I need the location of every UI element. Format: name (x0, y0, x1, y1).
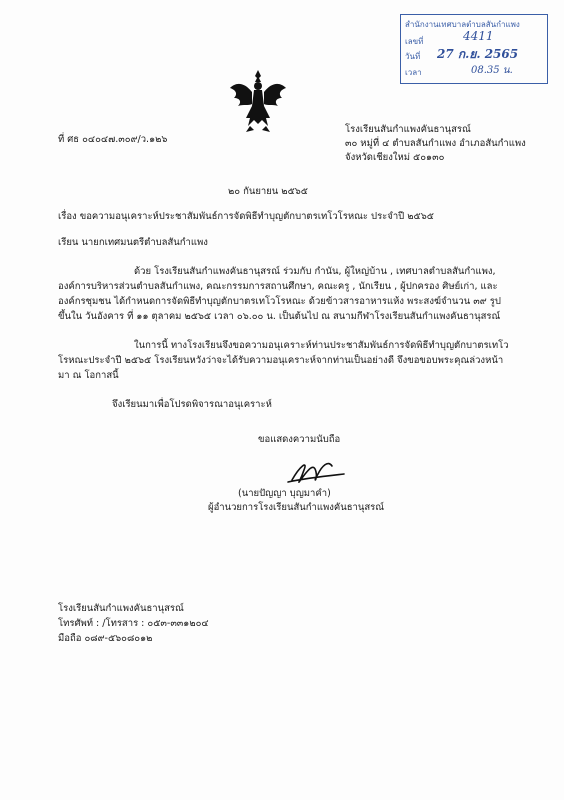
stamp-number: 4411 (463, 29, 494, 43)
receipt-stamp (400, 14, 548, 84)
paragraph-1-line: ด้วย โรงเรียนสันกำแพงคันธานุสรณ์ ร่วมกับ กำนัน, ผู้ใหญ่บ้าน , เทศบาลตำบลสันกำแพง, (134, 266, 496, 277)
paragraph-2-line: ในการนี้ ทางโรงเรียนจึงขอความอนุเคราะห์ท่านประชาสัมพันธ์การจัดพิธีทำบุญตักบาตรเทโว (134, 340, 509, 351)
stamp-time-label: เวลา (405, 68, 422, 77)
paragraph-1-line: องค์การบริหารส่วนตำบลสันกำแพง, คณะกรรมการสถานศึกษา, คณะครู , นักเรียน , ผู้ปกครอง ศิษย์เก่า, และ (58, 281, 498, 292)
paragraph-1-line: องค์กรชุมชน ได้กำหนดการจัดพิธีทำบุญตักบาตรเทโวโรหณะ ด้วยข้าวสารอาหารแห้ง พระสงฆ์จำนวน ๓๙ รูป (58, 296, 501, 307)
address-line-1: ๓๐ หมู่ที่ ๔ ตำบลสันกำแพง อำเภอสันกำแพง (345, 138, 526, 149)
stamp-time: 08.35 น. (471, 65, 513, 76)
paragraph-2-line: โรหณะประจำปี ๒๕๖๕ โรงเรียนหวังว่าจะได้รับความอนุเคราะห์จากท่านเป็นอย่างดี จึงขอขอบพระคุณล่วงหน้า (58, 355, 504, 366)
address-line-2: จังหวัดเชียงใหม่ ๕๐๑๓๐ (345, 152, 445, 163)
request-line: จึงเรียนมาเพื่อโปรดพิจารณาอนุเคราะห์ (112, 399, 272, 410)
signature-icon (278, 452, 348, 492)
letter-date: ๒๐ กันยายน ๒๕๖๕ (228, 186, 308, 197)
stamp-office: สำนักงานเทศบาลตำบลสันกำแพง (405, 20, 520, 29)
stamp-date-label: วันที่ (405, 52, 421, 61)
school-name: โรงเรียนสันกำแพงคันธานุสรณ์ (345, 124, 471, 135)
paragraph-1-line: ขึ้นใน วันอังคาร ที่ ๑๑ ตุลาคม ๒๕๖๕ เวลา ๐๖.๐๐ น. เป็นต้นไป ณ สนามกีฬาโรงเรียนสันกำแพงคันธานุสรณ์ (58, 311, 501, 322)
paragraph-2-line: มา ณ โอกาสนี้ (58, 370, 119, 381)
footer-mobile: มือถือ ๐๘๙-๕๖๐๘๐๑๒ (58, 633, 153, 644)
stamp-number-label: เลขที่ (405, 37, 424, 46)
signer-name: (นายปัญญา บุญมาคำ) (238, 488, 331, 499)
subject: เรื่อง ขอความอนุเคราะห์ประชาสัมพันธ์การจัดพิธีทำบุญตักบาตรเทโวโรหณะ ประจำปี ๒๕๖๕ (58, 211, 434, 222)
stamp-date: 27 ก.ย. 2565 (437, 47, 519, 61)
signer-title: ผู้อำนวยการโรงเรียนสันกำแพงคันธานุสรณ์ (208, 502, 385, 513)
garuda-emblem-icon (228, 68, 288, 134)
document-number: ที่ ศธ ๐๔๐๔๗.๓๐๙/ว.๑๒๖ (58, 134, 168, 145)
salutation: เรียน นายกเทศมนตรีตำบลสันกำแพง (58, 237, 208, 248)
closing-phrase: ขอแสดงความนับถือ (258, 434, 341, 445)
footer-phone: โทรศัพท์ : /โทรสาร : ๐๕๓-๓๓๑๒๐๔ (58, 618, 209, 629)
footer-school: โรงเรียนสันกำแพงคันธานุสรณ์ (58, 603, 184, 614)
